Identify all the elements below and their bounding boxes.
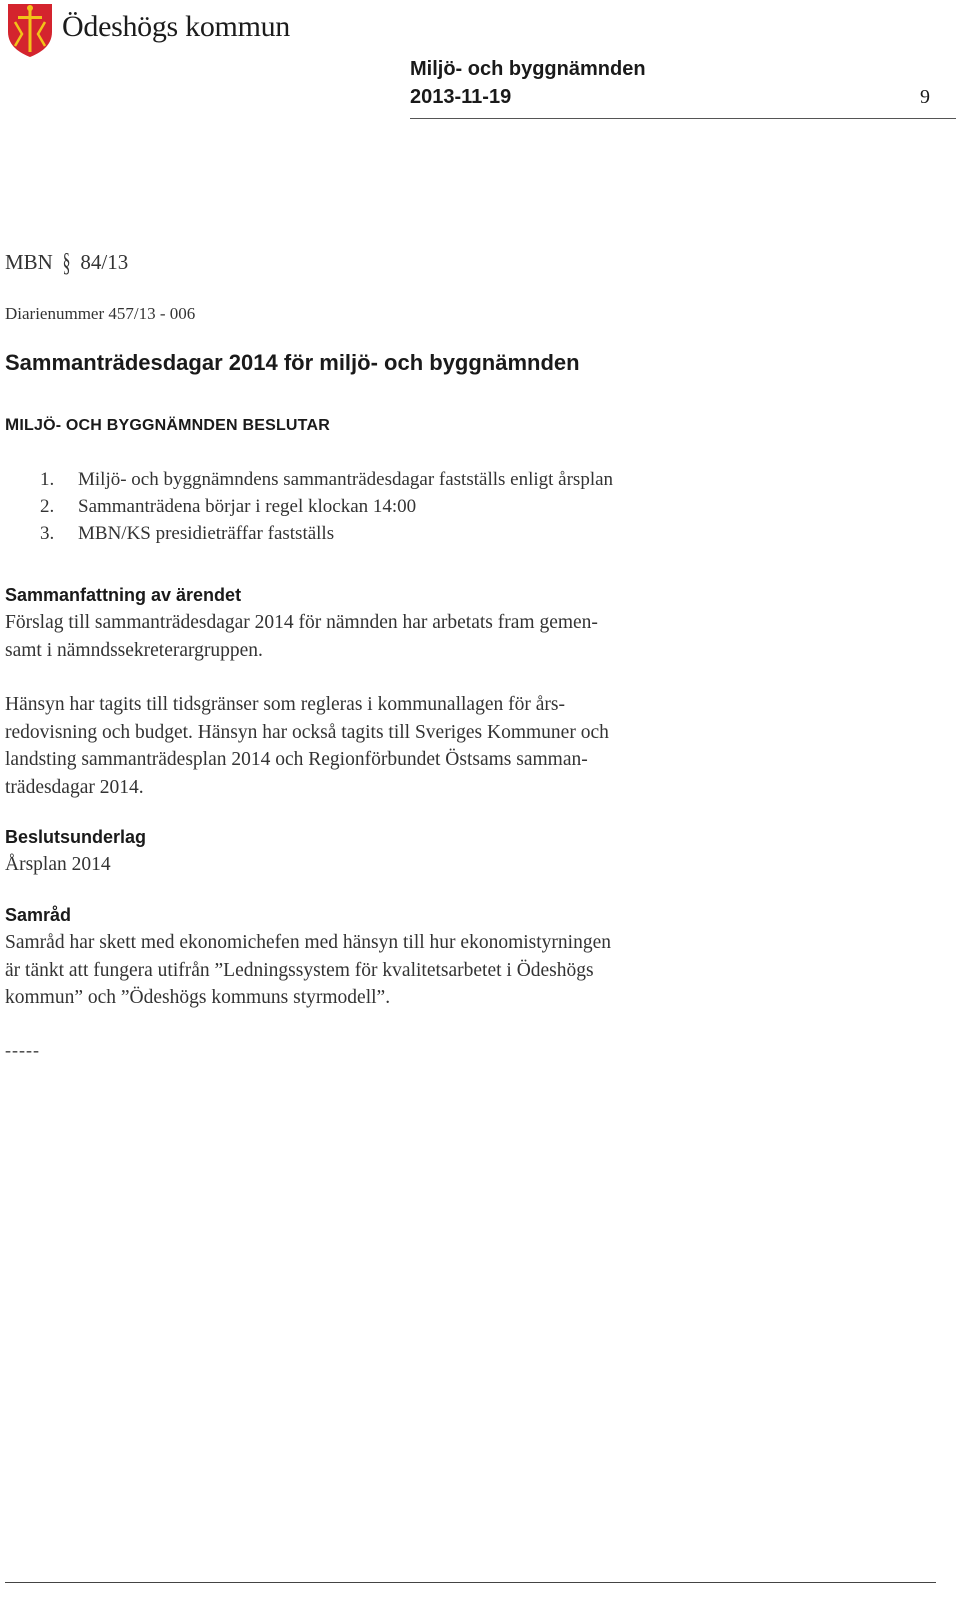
text-line: samt i nämndssekreterargruppen.: [5, 639, 263, 661]
basis-text: [5, 851, 765, 879]
paragraph-ref-prefix: MBN: [5, 250, 53, 274]
text-line: landsting sammanträdesplan 2014 och Regionförbundet Östsams samman-: [5, 749, 588, 770]
basis-heading: Beslutsunderlag: [5, 827, 147, 847]
text-line: är tänkt att fungera utifrån ”Ledningssystem för kvalitetsarbetet i Ödeshögs: [5, 959, 594, 981]
decision-item: [40, 520, 613, 547]
decision-number: 2.: [40, 496, 55, 517]
item-title: Sammanträdesdagar 2014 för miljö- och byggnämnden: [5, 350, 580, 375]
page-number: 9: [920, 86, 930, 108]
decision-list: [40, 466, 613, 547]
decision-text: Sammanträdena börjar i regel klockan 14:00: [78, 496, 417, 517]
committee-name: Miljö- och byggnämnden: [410, 58, 646, 80]
decision-number: 3.: [40, 523, 55, 544]
organization-name: Ödeshögs kommun: [62, 10, 291, 43]
case-number: Diarienummer 457/13 - 006: [5, 304, 196, 323]
summary-paragraph: [5, 691, 765, 801]
text-line: Förslag till sammanträdesdagar 2014 för nämnden har arbetats fram gemen-: [5, 612, 598, 633]
footer-divider: [5, 1582, 936, 1583]
consultation-paragraph: [5, 929, 765, 1012]
text-line: trädesdagar 2014.: [5, 776, 144, 798]
paragraph-ref-number: 84/13: [80, 250, 129, 274]
decision-item: [40, 466, 613, 493]
municipal-coat-of-arms-icon: [6, 2, 54, 58]
text-line: kommun” och ”Ödeshögs kommuns styrmodell”.: [5, 987, 391, 1008]
decision-text: Miljö- och byggnämndens sammanträdesdagar fastställs enligt årsplan: [78, 469, 614, 490]
decision-heading-rest: ILJÖ- OCH BYGGNÄMNDEN BESLUTAR: [19, 417, 330, 434]
section-separator: -----: [5, 1040, 40, 1060]
decision-number: 1.: [40, 469, 55, 490]
summary-paragraph: [5, 609, 765, 664]
decision-heading: [5, 415, 330, 435]
text-line: Samråd har skett med ekonomichefen med hänsyn till hur ekonomistyrningen: [5, 932, 611, 953]
paragraph-reference: [5, 248, 128, 278]
header-divider: [410, 118, 956, 119]
summary-heading: Sammanfattning av ärendet: [5, 585, 242, 605]
meeting-date: 2013-11-19: [410, 86, 512, 108]
text-line: Hänsyn har tagits till tidsgränser som regleras i kommunallagen för års-: [5, 694, 565, 715]
paragraph-symbol: §: [62, 248, 71, 277]
consultation-heading: Samråd: [5, 905, 72, 925]
text-line: Årsplan 2014: [5, 854, 111, 875]
decision-item: [40, 493, 613, 520]
decision-text: MBN/KS presidieträffar fastställs: [78, 523, 335, 544]
decision-heading-initial: M: [5, 415, 20, 434]
text-line: redovisning och budget. Hänsyn har också tagits till Sveriges Kommuner och: [5, 721, 609, 743]
